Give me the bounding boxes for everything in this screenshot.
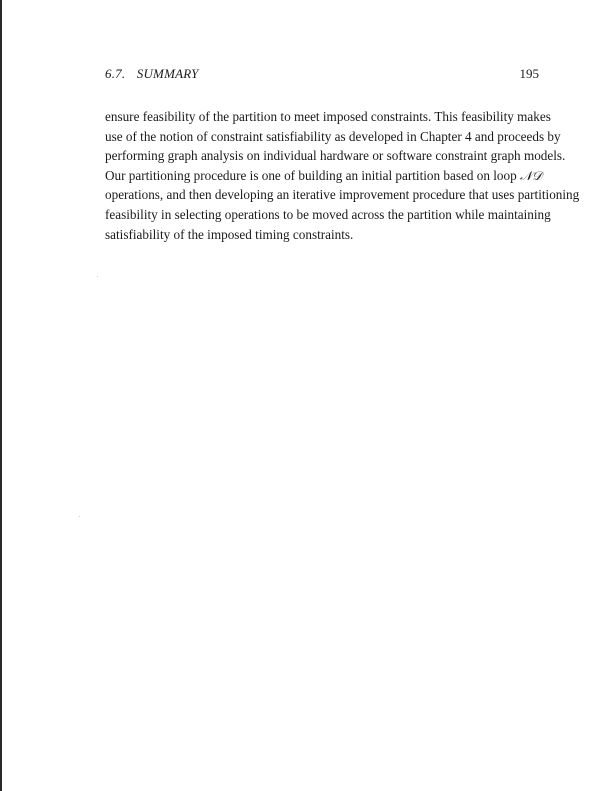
body-line-2: use of the notion of constraint satisfiability as developed in Chapter 4 and proceeds by <box>105 128 561 144</box>
loop-nd-symbol: 𝒩𝒟 <box>519 167 542 183</box>
scan-speck <box>79 516 80 517</box>
body-line-4-text: Our partitioning procedure is one of building an initial partition based on loop <box>105 167 520 183</box>
body-line-5: operations, and then developing an iterative improvement procedure that uses partitioning <box>105 187 580 203</box>
section-number: 6.7. <box>105 66 126 81</box>
body-line-4 <box>105 166 542 186</box>
scan-speck <box>97 276 98 277</box>
page-number: 195 <box>519 66 539 81</box>
body-line-7: satisfiability of the imposed timing constraints. <box>105 226 354 242</box>
page-left-edge-rule <box>0 0 2 791</box>
body-line-3: performing graph analysis on individual hardware or software constraint graph models. <box>105 148 566 164</box>
section-title: SUMMARY <box>136 66 199 81</box>
body-line-1: ensure feasibility of the partition to meet imposed constraints. This feasibility makes <box>105 109 551 124</box>
body-paragraph <box>105 107 580 244</box>
body-line-6: feasibility in selecting operations to be moved across the partition while maintaining <box>105 206 551 222</box>
running-head <box>105 66 199 82</box>
